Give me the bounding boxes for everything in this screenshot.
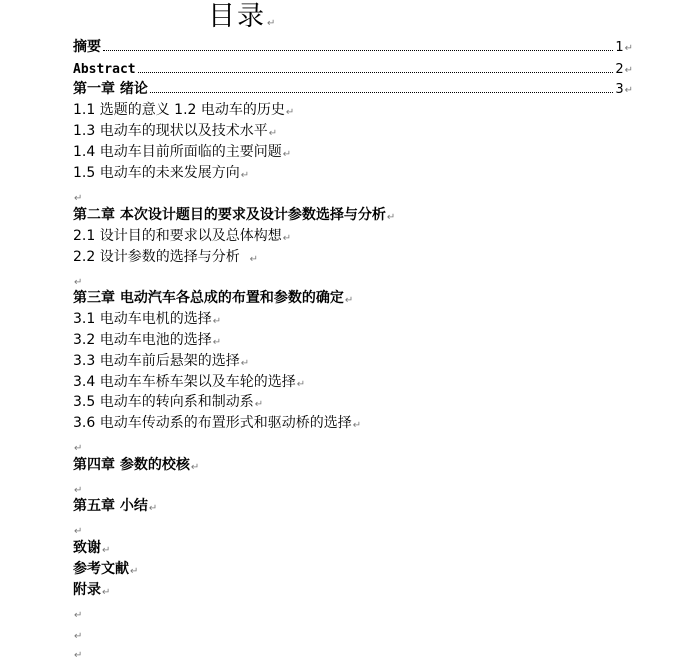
section-line: 3.5 电动车的转向系和制动系↵ bbox=[73, 394, 264, 410]
paragraph-mark: ↵ bbox=[282, 149, 292, 160]
section-line: 3.6 电动车传动系的布置形式和驱动桥的选择↵ bbox=[73, 415, 362, 431]
toc-entry-page: 1 bbox=[615, 40, 624, 55]
paragraph-mark: ↵ bbox=[212, 316, 222, 327]
paragraph-mark: ↵ bbox=[285, 107, 295, 118]
toc-entry-page: 3 bbox=[615, 82, 624, 97]
paragraph-mark: ↵ bbox=[74, 650, 83, 661]
empty-paragraph bbox=[73, 434, 82, 455]
section-line: 2.2 设计参数的选择与分析 ↵ bbox=[73, 249, 259, 265]
chapter-heading: 第三章 电动汽车各总成的布置和参数的确定↵ bbox=[73, 290, 354, 306]
section-line: 1.5 电动车的未来发展方向↵ bbox=[73, 165, 250, 181]
toc-entry-abstract-en[interactable] bbox=[73, 59, 633, 80]
section-line: 3.4 电动车车桥车架以及车轮的选择↵ bbox=[73, 374, 306, 390]
paragraph-mark: ↵ bbox=[386, 212, 396, 223]
dot-leader bbox=[138, 72, 614, 73]
section-line: 1.4 电动车目前所面临的主要问题↵ bbox=[73, 144, 292, 160]
paragraph-mark: ↵ bbox=[74, 631, 83, 642]
back-matter-appendix: 附录↵ bbox=[73, 582, 111, 598]
toc-title: 目录↵ bbox=[208, 1, 278, 32]
toc-entry-label: 第一章 绪论 bbox=[73, 81, 148, 97]
paragraph-mark: ↵ bbox=[240, 170, 250, 181]
empty-paragraph bbox=[73, 641, 83, 661]
paragraph-mark: ↵ bbox=[624, 43, 633, 54]
section-line: 3.3 电动车前后悬架的选择↵ bbox=[73, 353, 250, 369]
empty-paragraph bbox=[73, 268, 82, 289]
paragraph-mark: ↵ bbox=[74, 485, 83, 496]
paragraph-mark: ↵ bbox=[344, 295, 354, 306]
empty-paragraph bbox=[73, 601, 82, 622]
paragraph-mark: ↵ bbox=[74, 277, 83, 288]
toc-entry-label: Abstract bbox=[73, 62, 136, 77]
section-line: 1.3 电动车的现状以及技术水平↵ bbox=[73, 123, 278, 139]
empty-paragraph bbox=[73, 517, 82, 538]
paragraph-mark: ↵ bbox=[102, 545, 111, 556]
paragraph-mark: ↵ bbox=[624, 85, 633, 96]
section-line: 3.1 电动车电机的选择↵ bbox=[73, 311, 222, 327]
back-matter-acknowledgements: 致谢↵ bbox=[73, 540, 111, 556]
toc-entry-abstract-cn[interactable] bbox=[73, 37, 633, 58]
paragraph-mark: ↵ bbox=[130, 566, 139, 577]
chapter-heading: 第四章 参数的校核↵ bbox=[73, 457, 200, 473]
paragraph-mark: ↵ bbox=[249, 254, 259, 265]
paragraph-mark: ↵ bbox=[268, 128, 278, 139]
chapter-heading: 第二章 本次设计题目的要求及设计参数选择与分析↵ bbox=[73, 207, 396, 223]
empty-paragraph bbox=[73, 476, 82, 497]
toc-entry-chapter1[interactable] bbox=[73, 79, 633, 100]
paragraph-mark: ↵ bbox=[296, 379, 306, 390]
empty-paragraph bbox=[73, 184, 82, 205]
back-matter-references: 参考文献↵ bbox=[73, 561, 139, 577]
paragraph-mark: ↵ bbox=[74, 610, 83, 621]
dot-leader bbox=[150, 92, 613, 93]
paragraph-mark: ↵ bbox=[190, 462, 200, 473]
chapter-heading: 第五章 小结↵ bbox=[73, 498, 158, 514]
section-line: 3.2 电动车电池的选择↵ bbox=[73, 332, 222, 348]
paragraph-mark: ↵ bbox=[212, 337, 222, 348]
paragraph-mark: ↵ bbox=[624, 65, 633, 76]
paragraph-mark: ↵ bbox=[74, 526, 83, 537]
paragraph-mark: ↵ bbox=[267, 18, 278, 29]
paragraph-mark: ↵ bbox=[74, 193, 83, 204]
paragraph-mark: ↵ bbox=[254, 399, 264, 410]
toc-entry-label: 摘要 bbox=[73, 39, 101, 55]
dot-leader bbox=[103, 50, 613, 51]
section-line: 2.1 设计目的和要求以及总体构想↵ bbox=[73, 228, 292, 244]
empty-paragraph bbox=[73, 622, 82, 643]
paragraph-mark: ↵ bbox=[240, 358, 250, 369]
section-line: 1.1 选题的意义 1.2 电动车的历史↵ bbox=[73, 102, 295, 118]
paragraph-mark: ↵ bbox=[102, 587, 111, 598]
paragraph-mark: ↵ bbox=[352, 420, 362, 431]
paragraph-mark: ↵ bbox=[148, 503, 158, 514]
paragraph-mark: ↵ bbox=[282, 233, 292, 244]
toc-entry-page: 2 bbox=[615, 62, 624, 77]
paragraph-mark: ↵ bbox=[74, 443, 83, 454]
